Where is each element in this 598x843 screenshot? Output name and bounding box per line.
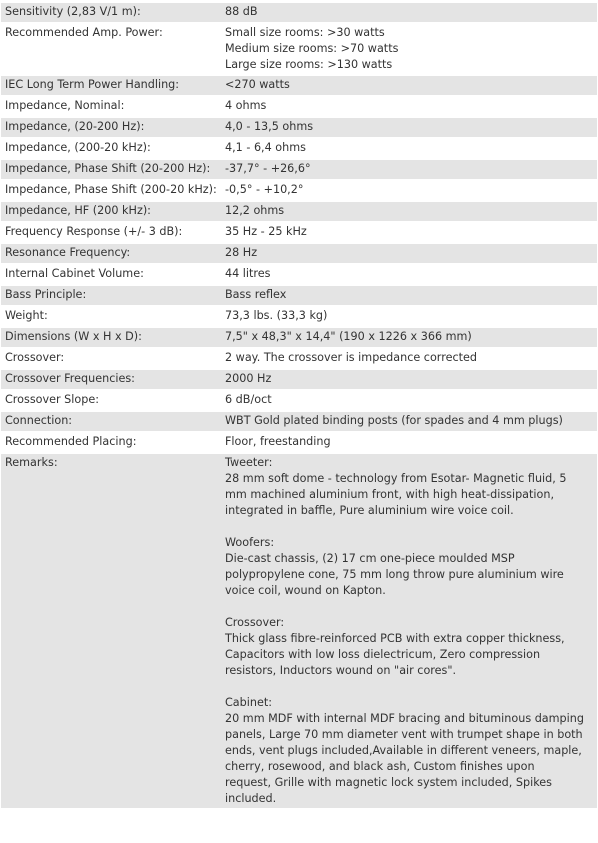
remarks-row: [1, 454, 597, 808]
spec-value: Bass reflex: [221, 286, 597, 305]
spec-value: 7,5" x 48,3" x 14,4" (190 x 1226 x 366 mm): [221, 328, 597, 347]
spec-value: 4 ohms: [221, 97, 597, 116]
spec-value: 6 dB/oct: [221, 391, 597, 410]
spec-value: WBT Gold plated binding posts (for spades and 4 mm plugs): [221, 412, 597, 431]
remarks-woofers: Woofers: Die-cast chassis, (2) 17 cm one-piece moulded MSP polypropylene cone, 75 mm long throw pure aluminium wire voice coil, wound on Kapton.: [225, 536, 564, 597]
spec-row: [1, 433, 597, 452]
spec-label: Impedance, HF (200 kHz):: [1, 202, 221, 221]
spec-row: [1, 370, 597, 389]
spec-row: [1, 181, 597, 200]
remarks-label: Remarks:: [1, 454, 221, 808]
spec-value: 73,3 lbs. (33,3 kg): [221, 307, 597, 326]
spec-label: Internal Cabinet Volume:: [1, 265, 221, 284]
spec-label: Impedance, Phase Shift (200-20 kHz):: [1, 181, 221, 200]
spec-label: Connection:: [1, 412, 221, 431]
spec-row: [1, 118, 597, 137]
spec-row: [1, 412, 597, 431]
spec-row: [1, 286, 597, 305]
specifications-table: [1, 1, 597, 810]
spec-row: [1, 307, 597, 326]
spec-value: 4,1 - 6,4 ohms: [221, 139, 597, 158]
specifications-body: [1, 3, 597, 808]
spec-label: Impedance, (200-20 kHz):: [1, 139, 221, 158]
spec-row: [1, 76, 597, 95]
spec-value: 35 Hz - 25 kHz: [221, 223, 597, 242]
spec-row: [1, 160, 597, 179]
spec-label: Impedance, (20-200 Hz):: [1, 118, 221, 137]
spec-value: Floor, freestanding: [221, 433, 597, 452]
spec-label: Crossover:: [1, 349, 221, 368]
remarks-crossover: Crossover: Thick glass fibre-reinforced PCB with extra copper thickness, Capacitors with low loss dielectricum, Zero compression resistors, Inductors wound on "air cores".: [225, 616, 565, 677]
spec-row: [1, 265, 597, 284]
spec-value: 28 Hz: [221, 244, 597, 263]
spec-value: 2000 Hz: [221, 370, 597, 389]
spec-value: -37,7° - +26,6°: [221, 160, 597, 179]
spec-label: Crossover Slope:: [1, 391, 221, 410]
spec-value: 88 dB: [221, 3, 597, 22]
remarks-cabinet: Cabinet: 20 mm MDF with internal MDF bracing and bituminous damping panels, Large 70 mm diameter vent with trumpet shape in both ends, vent plugs included,Available in different veneers, maple, cherry, rosewood, and black ash, Custom finishes upon request, Grille with magnetic lock system included, Spikes included.: [225, 696, 584, 805]
spec-row: [1, 139, 597, 158]
spec-row: [1, 391, 597, 410]
spec-label: Sensitivity (2,83 V/1 m):: [1, 3, 221, 22]
spec-label: Bass Principle:: [1, 286, 221, 305]
spec-label: IEC Long Term Power Handling:: [1, 76, 221, 95]
spec-label: Impedance, Nominal:: [1, 97, 221, 116]
spec-row: [1, 97, 597, 116]
spec-row: [1, 3, 597, 22]
spec-row: [1, 202, 597, 221]
spec-label: Dimensions (W x H x D):: [1, 328, 221, 347]
spec-label: Recommended Placing:: [1, 433, 221, 452]
spec-value: -0,5° - +10,2°: [221, 181, 597, 200]
spec-value: 44 litres: [221, 265, 597, 284]
spec-value: 12,2 ohms: [221, 202, 597, 221]
spec-value: Small size rooms: >30 watts Medium size rooms: >70 watts Large size rooms: >130 watts: [221, 24, 597, 74]
spec-value: <270 watts: [221, 76, 597, 95]
spec-row: [1, 328, 597, 347]
spec-value: 2 way. The crossover is impedance corrected: [221, 349, 597, 368]
spec-row: [1, 223, 597, 242]
remarks-value: [221, 454, 597, 808]
spec-label: Impedance, Phase Shift (20-200 Hz):: [1, 160, 221, 179]
remarks-tweeter: Tweeter: 28 mm soft dome - technology from Esotar- Magnetic fluid, 5 mm machined aluminium front, with high heat-dissipation, integrated in baffle, Pure aluminium wire voice coil.: [225, 456, 567, 517]
spec-row: [1, 244, 597, 263]
spec-label: Weight:: [1, 307, 221, 326]
spec-row: [1, 349, 597, 368]
spec-row: [1, 24, 597, 74]
spec-value: 4,0 - 13,5 ohms: [221, 118, 597, 137]
spec-label: Crossover Frequencies:: [1, 370, 221, 389]
spec-label: Frequency Response (+/- 3 dB):: [1, 223, 221, 242]
spec-label: Resonance Frequency:: [1, 244, 221, 263]
spec-label: Recommended Amp. Power:: [1, 24, 221, 74]
